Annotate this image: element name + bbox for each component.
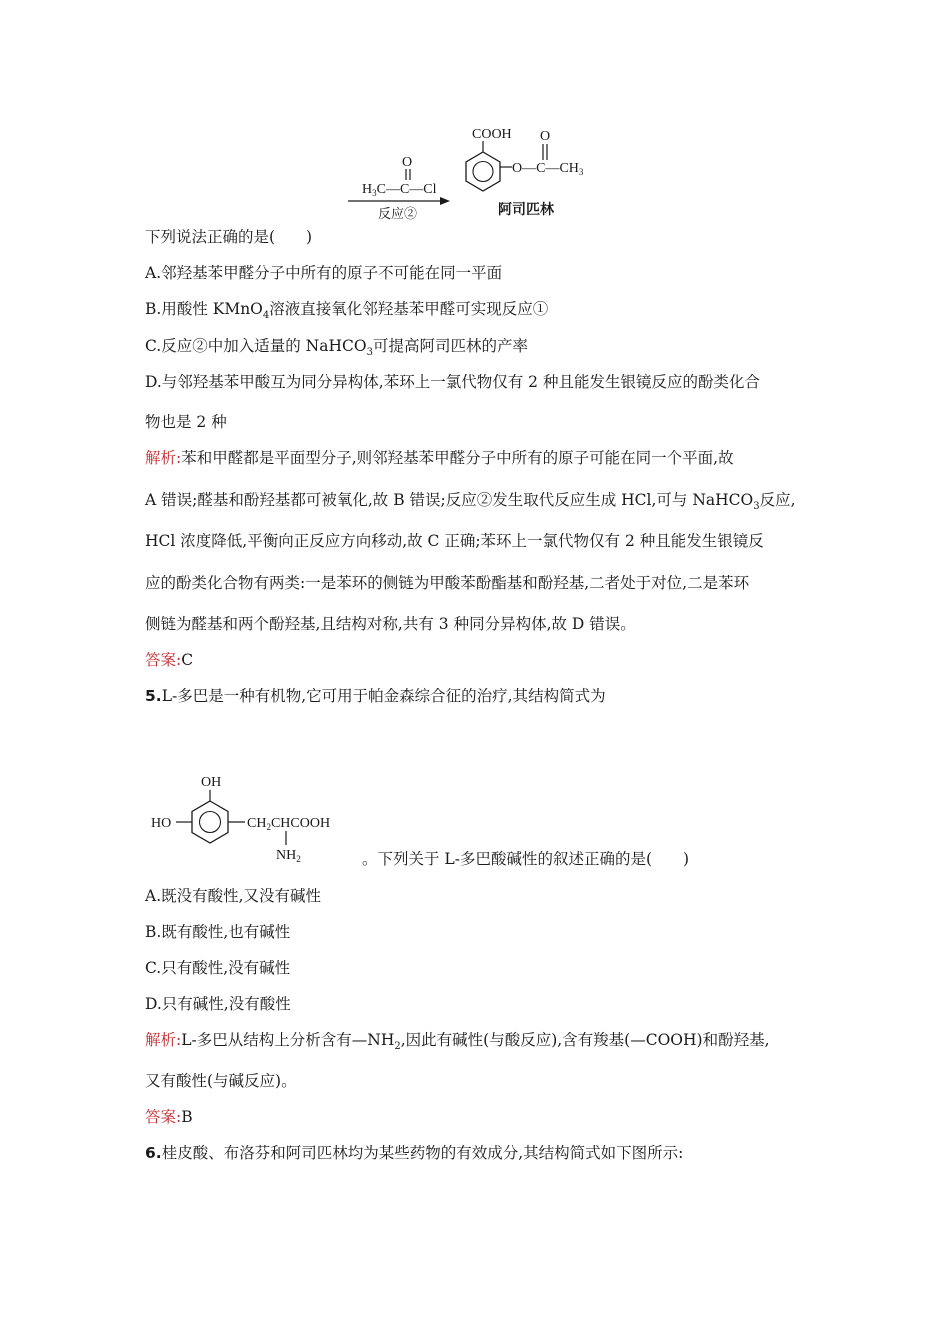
q4-option-d-cont: 物也是 2 种: [145, 413, 227, 431]
q4-analysis-line-3: HCl 浓度降低,平衡向正反应方向移动,故 C 正确;苯环上一氯代物仅有 2 种且能发生银镜反: [145, 532, 764, 550]
product-cooh: COOH: [472, 127, 512, 142]
benzene-ring-icon: [466, 152, 500, 191]
analysis-label: 解析:: [145, 449, 182, 467]
answer-label: 答案:: [145, 651, 182, 669]
q5-option-c: C.只有酸性,没有碱性: [145, 959, 291, 977]
q6-stem: 6.桂皮酸、布洛芬和阿司匹林均为某些药物的有效成分,其结构简式如下图所示:: [145, 1144, 684, 1162]
q5-analysis-line-1: 解析:L-多巴从结构上分析含有$—NH_2$,因此有碱性(与酸反应),含有羧基(—COOH)和酚羟基,: [145, 1031, 770, 1053]
q5-option-b: B.既有酸性,也有碱性: [145, 923, 291, 941]
reaction-scheme: [0, 0, 950, 230]
q4-answer: 答案:C: [145, 651, 194, 669]
q5-stem: 5.L-多巴是一种有机物,它可用于帕金森综合征的治疗,其结构简式为: [145, 687, 606, 705]
arrow-head: [440, 197, 450, 205]
ho-group: HO: [151, 816, 172, 831]
side-chain: $CH_2CHCOOH$: [247, 816, 331, 832]
q4-option-c: C.反应②中加入适量的 NaHCO$_3$可提高阿司匹林的产率: [145, 337, 528, 359]
q4-option-b: B.用酸性 KMnO$_4$溶液直接氧化邻羟基苯甲醛可实现反应①: [145, 300, 549, 322]
arrow-label: 反应②: [378, 206, 418, 221]
q5-analysis-line-2: 又有酸性(与碱反应)。: [145, 1072, 297, 1090]
q4-analysis-line-1: 解析:苯和甲醛都是平面型分子,则邻羟基苯甲醛分子中所有的原子可能在同一个平面,故: [145, 449, 734, 467]
answer-label: 答案:: [145, 1108, 182, 1126]
product-name: 阿司匹林: [498, 202, 554, 218]
q4-stem: 下列说法正确的是( ): [145, 228, 313, 246]
q4-analysis-line-4: 应的酚类化合物有两类:一是苯环的侧链为甲酸苯酚酯基和酚羟基,二者处于对位,二是苯环: [145, 574, 750, 592]
q5-stem-2: 。下列关于 L-多巴酸碱性的叙述正确的是( ): [362, 850, 690, 868]
product-ester: $O—C—CH_3$: [512, 161, 584, 177]
analysis-label: 解析:: [145, 1031, 182, 1049]
reagent-carbonyl-o: O: [402, 155, 413, 170]
q4-analysis-line-5: 侧链为醛基和两个酚羟基,且结构对称,共有 3 种同分异构体,故 D 错误。: [145, 615, 636, 633]
q4-analysis-line-2: A 错误;醛基和酚羟基都可被氧化,故 B 错误;反应②发生取代反应生成 HCl,可与 NaHCO$_3$反应,: [145, 491, 796, 513]
q5-option-a: A.既没有酸性,又没有碱性: [145, 887, 322, 905]
q5-number: 5.: [145, 687, 162, 705]
reagent-formula: $H_3C—C—Cl$: [362, 182, 437, 198]
benzene-ring-icon: [192, 801, 228, 843]
q4-option-d: D.与邻羟基苯甲酸互为同分异构体,苯环上一氯代物仅有 2 种且能发生银镜反应的酚类化合: [145, 373, 760, 391]
q5-answer: 答案:B: [145, 1108, 193, 1126]
oh-group: OH: [201, 775, 222, 790]
product-carbonyl-o: O: [540, 129, 551, 144]
q6-number: 6.: [145, 1144, 162, 1162]
q4-option-a: A.邻羟基苯甲醛分子中所有的原子不可能在同一平面: [145, 264, 503, 282]
q5-option-d: D.只有碱性,没有酸性: [145, 995, 291, 1013]
nh2-group: $NH_2$: [276, 848, 301, 864]
